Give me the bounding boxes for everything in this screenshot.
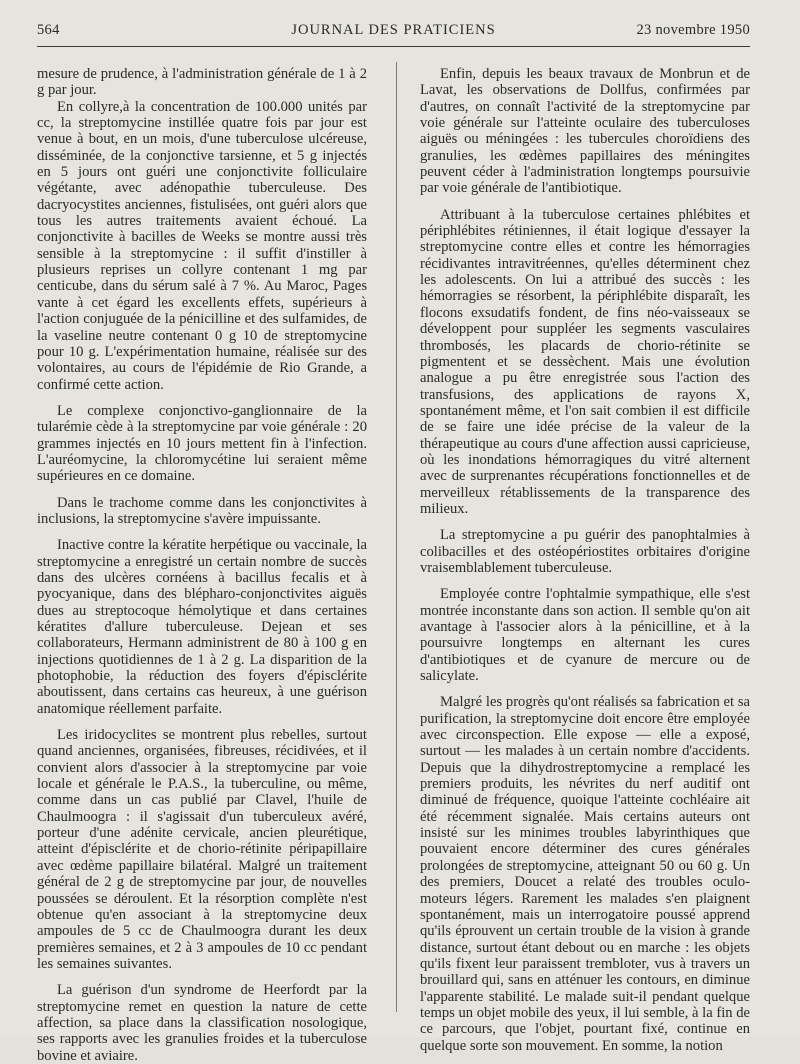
header-rule [37,46,750,47]
paragraph: Les iridocyclites se montrent plus rebelles, surtout quand anciennes, organisées, fibreuses, récidivées, et il convient alors d'associer à la streptomycine par voie locale et générale le P.A.S., la tuberculine, ou même, comme dans un cas publié par Clavel, l'huile de Chaulmoogra : il s'agissait d'un tuberculeux avéré, porteur d'une adénite cervicale, ancien pleurétique, atteint d'épisclérite et de chorio-rétinite péripapillaire avec œdème papillaire bilatéral. Malgré un traitement général de 2 g de streptomycine par jour, de nouvelles poussées se déroulent. Et la résorption complète n'est obtenue qu'en associant à la streptomycine deux ampoules de 5 cc de Chaulmoogra durant les deux premières semaines, et 2 à 3 ampoules de 10 cc pendant les semaines suivantes. [37,727,367,972]
issue-date: 23 novembre 1950 [636,22,750,38]
paragraph: Enfin, depuis les beaux travaux de Monbrun et de Lavat, les observations de Dollfus, confirmées par d'autres, on connaît l'activité de la streptomycine par voie générale sur l'atteinte oculaire des tuberculoses aiguës ou méningées : les tubercules choroïdiens des granulies, les œdèmes papillaires des méningites peuvent céder à l'administration longtemps poursuivie par voie générale de l'antibiotique. [420,66,750,197]
paragraph: La streptomycine a pu guérir des panophtalmies à colibacilles et des ostéopériostites orbitaires d'origine vraisemblablement tuberculeuse. [420,527,750,576]
continued-text: mesure de prudence, à l'administration générale de 1 à 2 g par jour. [37,66,367,99]
paragraph: La guérison d'un syndrome de Heerfordt par la streptomycine remet en question la nature de cette affection, sa place dans la classification nosologique, ses rapports avec les granulies froides et la tuberculose bovine et aviaire. [37,982,367,1064]
paragraph: Le complexe conjonctivo-ganglionnaire de la tularémie cède à la streptomycine par voie générale : 20 grammes injectés en 10 jours mettent fin à l'infection. L'auréomycine, la chloromycétine lui seraient même supérieures en ce domaine. [37,402,367,485]
page-header [37,18,750,42]
paragraph: Employée contre l'ophtalmie sympathique, elle s'est montrée inconstante dans son action. Il semble qu'on ait avantage à l'associer alors à la pénicilline, et à la poursuivre longtemps en alternant les cures d'antibiotiques et de cyanure de mercure ou de salicylate. [420,586,750,685]
paragraph: Dans le trachome comme dans les conjonctivites à inclusions, la streptomycine s'avère impuissante. [37,494,367,527]
paragraph-text: En collyre,à la concentration de 100.000 unités par cc, la streptomycine instillée quatre fois par jour est venue à bout, en un mois, d'une tuberculose ulcéreuse, disséminée, de la conjonctive tarsienne, et 5 g injectés en 5 jours ont guéri une conjonctivite folliculaire végétante, avec adénopathie tuberculeuse. Des dacryocystites anciennes, fistulisées, ont guéri alors que tous les autres traitements avaient échoué. La conjonctivite à bacilles de Weeks se montre aussi très sensible à la streptomycine : il suffit d'instiller à plusieurs reprises un collyre contenant 1 mg par centicube, dans du sérum salé à 7 %. Au Maroc, Pages vante à cet égard les excellents effets, supérieurs à l'action conjuguée de la pénicilline et des sulfamides, de la vaseline neutre contenant 0 g 10 de streptomycine pour 10 g. L'expérimentation humaine, réalisée sur des volontaires, au cours de l'épidémie de Rio Grande, a confirmé cette action. [37,98,367,393]
paragraph: Inactive contre la kératite herpétique ou vaccinale, la streptomycine a enregistré un certain nombre de succès dans des ulcères cornéens à bacillus fecalis et à pyocyanique, dans des blépharo-conjonctivites aiguës dues au streptocoque hémolytique et dans certaines kératites d'allure tuberculeuse. Dejean et ses collaborateurs, Hermann administrent de 80 à 100 g en injections quotidiennes de 1 à 2 g. La disparition de la photophobie, la réduction des foyers d'épisclérite aboutissent, dans certains cas heureux, à une guérison anatomique réellement parfaite. [37,537,367,717]
paragraph: Attribuant à la tuberculose certaines phlébites et périphlébites rétiniennes, il était logique d'essayer la streptomycine contre elles et contre les hémorragies récidivantes intravitréennes, qu'elles déterminent chez les adolescents. On lui a attribué des succès : les hémorragies se résorbent, la périphlébite disparaît, les flocons exsudatifs fondent, de fins néo-vaisseaux se développent pour suppléer les segments vasculaires thrombosés, les placards de chorio-rétinite se pigmentent et se dessèchent. Mais une évolution analogue a pu être enregistrée sous l'action des transfusions, des applications de rayons X, spontanément même, et l'on sait combien il est difficile de se faire une idée précise de la valeur de la thérapeutique au cours d'une affection aussi capricieuse, où les inondations hémorragiques du vitré alternent avec de surprenantes récupérations fonctionnelles et de merveilleux rétablissements de la transparence des milieux. [420,206,750,517]
paragraph [37,66,367,393]
page-number: 564 [37,22,60,38]
journal-title: JOURNAL DES PRATICIENS [291,22,496,38]
right-column [420,66,750,1054]
column-divider [396,62,397,1012]
left-column [37,66,367,1064]
paragraph: Malgré les progrès qu'ont réalisés sa fabrication et sa purification, la streptomycine doit encore être employée avec circonspection. Elle expose — elle a exposé, surtout — les malades à un certain nombre d'accidents. Depuis que la dihydrostreptomycine a remplacé les premiers produits, les névrites du nerf auditif ont diminué de fréquence, quoique l'atteinte cochléaire ait été récemment signalée. Mais certains auteurs ont insisté sur les minimes troubles labyrinthiques que pouvaient encore déterminer des cures générales prolongées de streptomycine, atteignant 50 ou 60 g. Un des premiers, Doucet a relaté des troubles oculo-moteurs légers. Rarement les malades s'en plaignent spontanément, mais un interrogatoire poussé apprend qu'ils éprouvent un certain trouble de la vision à grande distance, surtout étant debout ou en marche : les objets qu'ils fixent leur paraissent trembloter, vus à travers un brouillard qui, sans en atténuer les contours, en diminue l'apparente stabilité. Le malade suit-il pendant quelque temps un objet mobile des yeux, il lui semble, à la fin de ce parcours, que l'objet, pourtant fixé, continue en quelque sorte son mouvement. En somme, la notion [420,694,750,1054]
